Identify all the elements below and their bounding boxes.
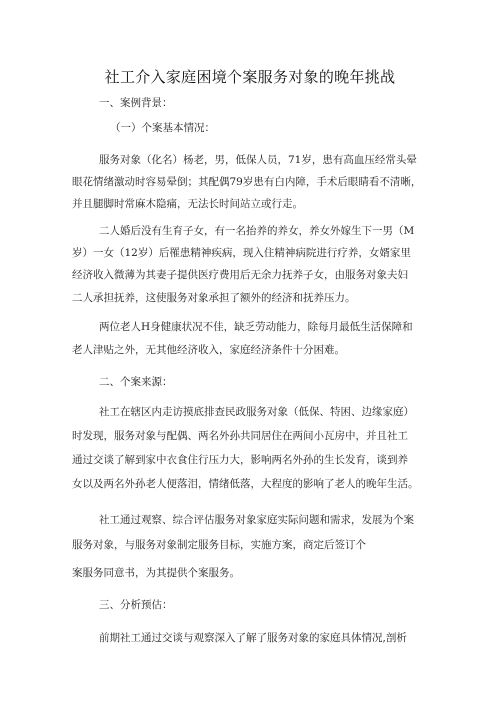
paragraph-line: 岁）一女（12岁）后罹患精神疾病，现入住精神病院进行疗养，女婿家里 xyxy=(72,247,411,259)
paragraph-line: 女以及两名外孙老人便落泪，情绪低落，大程度的影响了老人的晚年生活。 xyxy=(72,478,419,490)
paragraph-line: 老人津贴之外，无其他经济收入，家庭经济条件十分困难。 xyxy=(72,344,345,356)
paragraph-line: 两位老人H身健康状况不佳，缺乏劳动能力，除每月最低生活保障和 xyxy=(99,321,413,333)
paragraph-line: 并且腿脚时常麻木隐痛，无法长时间站立或行走。 xyxy=(72,198,303,210)
paragraph-line: 社工通过观察、综合评估服务对象家庭实际问题和需求，发展为个案 xyxy=(99,514,414,526)
document-title: 社工介入家庭困境个案服务对象的晚年挑战 xyxy=(104,68,396,86)
paragraph-line: 二人婚后没有生育子女，有一名抬养的养女，养女外嫁生下一男（M xyxy=(99,225,415,237)
paragraph-line: 二人承担抚养，这使服务对象承担了额外的经济和抚养压力。 xyxy=(72,292,356,304)
paragraph-line: 社工在辖区内走访摸底排查民政服务对象（低保、特困、边缘家庭） xyxy=(99,406,414,418)
paragraph-line: 服务对象（化名）杨老，男，低保人员，71岁，患有高血压经常头晕 xyxy=(99,154,417,166)
paragraph-line: 服务对象，与服务对象制定服务目标，实施方案，商定后签订个 xyxy=(72,539,366,551)
paragraph-line: 前期社工通过交谈与观察深入了解了服务对象的家庭具体情况,剖析 xyxy=(99,632,407,644)
section-heading-background: 一、案例背景： xyxy=(99,97,173,109)
paragraph-line: 眼花情绪激动时容易晕倒；其配偶79岁患有白内障，手术后眼睛看不清晰， xyxy=(72,176,422,188)
subsection-heading-basic-info: （一）个案基本情况： xyxy=(110,122,215,134)
section-heading-source: 二、个案来源： xyxy=(99,376,173,388)
section-heading-analysis: 三、分析预估： xyxy=(99,599,173,611)
paragraph-line: 经济收入微薄为其妻子提供医疗费用后无余力抚养子女，由服务对象夫妇 xyxy=(72,269,408,281)
paragraph-line: 时发现，服务对象与配偶、两名外孙共同居住在两间小瓦房中，并且社工 xyxy=(72,430,408,442)
paragraph-line: 案服务同意书，为其提供个案服务。 xyxy=(72,567,240,579)
paragraph-line: 通过交谈了解到家中衣食住行压力大，影响两名外孙的生长发育，谈到养 xyxy=(72,454,408,466)
